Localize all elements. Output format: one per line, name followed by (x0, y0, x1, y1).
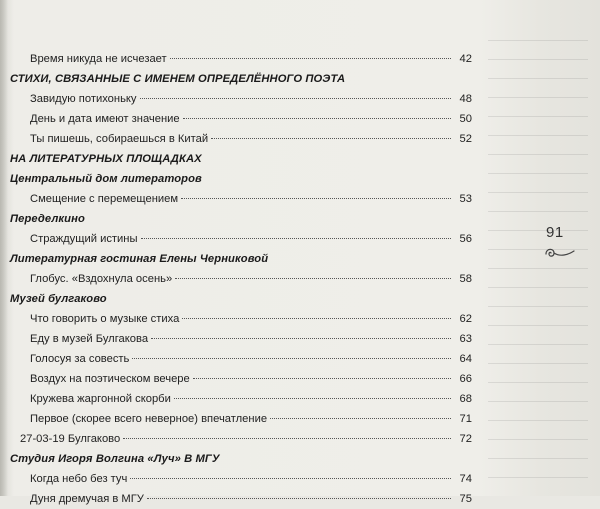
toc-leader-dots (193, 378, 451, 379)
toc-entry-title: Кружева жаргонной скорби (30, 393, 171, 405)
toc-section-heading: НА ЛИТЕРАТУРНЫХ ПЛОЩАДКАХ (10, 153, 202, 165)
toc-entry[interactable] (10, 409, 472, 429)
toc-entry-page: 66 (459, 373, 472, 385)
toc-entry-title: Воздух на поэтическом вечере (30, 373, 190, 385)
ornament-swirl-icon (540, 242, 576, 262)
toc-leader-dots (141, 238, 452, 239)
toc-entry-page: 58 (459, 273, 472, 285)
toc-entry-title: Первое (скорее всего неверное) впечатление (30, 413, 268, 425)
toc-leader-dots (174, 398, 451, 399)
book-spine-shadow (0, 0, 8, 496)
toc-entry-page: 62 (459, 313, 472, 325)
toc-entry-title: Время никуда не исчезает (30, 53, 167, 65)
toc-leader-dots (183, 118, 451, 119)
toc-entry-page: 56 (459, 233, 472, 245)
toc-section-heading: СТИХИ, СВЯЗАННЫЕ С ИМЕНЕМ ОПРЕДЕЛЁННОГО ПОЭТА (10, 73, 346, 85)
toc-entry-page: 52 (459, 133, 472, 145)
toc-entry-page: 74 (459, 473, 472, 485)
toc-entry-title: День и дата имеют значение (30, 113, 180, 125)
toc-entry[interactable] (10, 349, 472, 369)
toc-entry-page: 64 (459, 353, 472, 365)
toc-entry[interactable] (10, 49, 472, 69)
toc-leader-dots (123, 438, 451, 439)
toc-entry[interactable] (10, 189, 472, 209)
toc-subsection-heading: Переделкино (10, 213, 85, 225)
page-number: 91 (546, 224, 564, 241)
toc-leader-dots (132, 358, 451, 359)
toc-entry-title: 27-03-19 Булгаково (20, 433, 121, 445)
toc-entry[interactable] (10, 329, 472, 349)
toc-entry[interactable] (10, 229, 472, 249)
toc-leader-dots (130, 478, 451, 479)
toc-subsection-heading: Центральный дом литераторов (10, 173, 202, 185)
table-of-contents (10, 49, 472, 509)
toc-entry-title: Когда небо без туч (30, 473, 128, 485)
toc-leader-dots (175, 278, 451, 279)
toc-leader-dots (182, 318, 451, 319)
toc-entry[interactable] (10, 389, 472, 409)
toc-entry-title: Страждущий истины (30, 233, 138, 245)
toc-entry-title: Голосуя за совесть (30, 353, 130, 365)
toc-entry-page: 42 (459, 53, 472, 65)
toc-entry-page: 48 (459, 93, 472, 105)
toc-leader-dots (151, 338, 451, 339)
toc-entry[interactable] (10, 489, 472, 509)
toc-entry-page: 75 (459, 493, 472, 505)
toc-subsection-heading: Студия Игоря Волгина «Луч» В МГУ (10, 453, 220, 465)
toc-entry[interactable] (10, 89, 472, 109)
toc-entry-page: 50 (459, 113, 472, 125)
toc-entry-title: Еду в музей Булгакова (30, 333, 149, 345)
toc-entry[interactable] (10, 429, 472, 449)
toc-leader-dots (270, 418, 451, 419)
toc-entry-title: Глобус. «Вздохнула осень» (30, 273, 173, 285)
toc-entry-page: 63 (459, 333, 472, 345)
toc-entry-page: 53 (459, 193, 472, 205)
toc-entry-title: Завидую потихоньку (30, 93, 137, 105)
toc-entry[interactable] (10, 269, 472, 289)
toc-entry[interactable] (10, 309, 472, 329)
toc-entry[interactable] (10, 109, 472, 129)
toc-entry-page: 71 (459, 413, 472, 425)
toc-entry-page: 72 (459, 433, 472, 445)
toc-entry-title: Ты пишешь, собираешься в Китай (30, 133, 209, 145)
toc-entry[interactable] (10, 369, 472, 389)
toc-leader-dots (211, 138, 451, 139)
toc-leader-dots (170, 58, 451, 59)
toc-entry-page: 68 (459, 393, 472, 405)
toc-subsection-heading: Музей булгаково (10, 293, 107, 305)
toc-entry-title: Смещение с перемещением (30, 193, 179, 205)
toc-subsection-heading: Литературная гостиная Елены Черниковой (10, 253, 269, 265)
toc-entry-title: Дуня дремучая в МГУ (30, 493, 144, 505)
toc-entry[interactable] (10, 469, 472, 489)
toc-entry[interactable] (10, 129, 472, 149)
toc-leader-dots (140, 98, 451, 99)
toc-leader-dots (181, 198, 451, 199)
toc-leader-dots (147, 498, 451, 499)
toc-entry-title: Что говорить о музыке стиха (30, 313, 180, 325)
